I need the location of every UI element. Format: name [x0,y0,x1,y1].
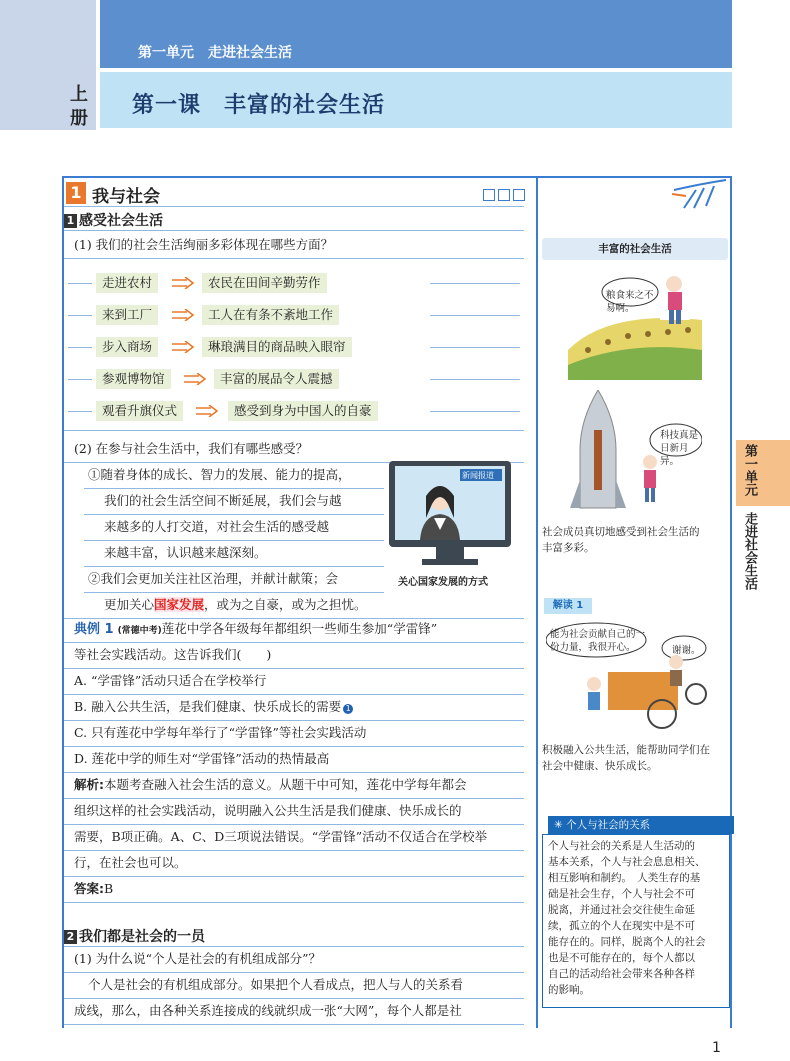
flow-row [64,401,524,423]
caption-line: 社会中健康、快乐成长。 [542,760,658,772]
flow-row [64,337,524,359]
arrow-icon [172,309,194,321]
rule-line [64,1024,524,1025]
answer-label: 答案: [74,881,104,896]
rule-line [64,430,524,431]
speech-bubble: 能为社会贡献自己的一份力量，我很开心。 [550,629,646,653]
rule-line [64,772,524,773]
knowledge-box-text [548,838,728,998]
volume-char-2: 册 [70,108,88,129]
volume-tab [0,0,96,130]
section2-line: 成线，那么，由各种关系连接成的线就织成一张“大网”，每个人都是社 [74,1003,462,1018]
speech-bubble: 粮食来之不易啊。 [606,290,654,314]
knowledge-box-title: ✳ 个人与社会的关系 [548,816,734,834]
answer-line: 来越丰富，认识越来越深刻。 [104,545,267,560]
rule-line [64,972,524,973]
rule-line [64,798,524,799]
flow-left: 参观博物馆 [96,369,171,389]
margin-unit-label: 第一单元 [742,444,757,496]
arrow-icon [196,405,218,417]
subsection1-number: 1 [64,214,77,228]
flow-right: 工人在有条不紊地工作 [202,305,339,325]
arrow-icon [172,277,194,289]
flow-right: 琳琅满目的商品映入眼帘 [202,337,352,357]
analysis-label: 解析: [74,777,104,792]
caption-line: 积极融入公共生活，能帮助同学们在 [542,744,710,756]
answer-line [104,596,367,614]
tv-caption: 关心国家发展的方式 [398,577,488,588]
answer-line: ①随着身体的成长、智力的发展、能力的提高， [88,467,351,482]
example-stem-line1 [74,620,437,640]
rule-line [64,720,524,721]
rule-line [84,592,384,593]
rule-line [64,824,524,825]
side-panel-title: 丰富的社会生活 [542,238,728,260]
tv-label: 新闻报道 [462,471,494,480]
box-line: 基本关系，个人与社会息息相关、 [548,856,706,868]
rule-line [64,946,524,947]
question-1: (1) 我们的社会生活绚丽多彩体现在哪些方面？ [74,237,334,252]
box-line: 的影响。 [548,984,590,996]
box-line: 础是社会生存，个人与社会不可 [548,888,695,900]
analysis-line: 行，在社会也可以。 [74,855,187,870]
analysis-line [74,776,467,794]
progress-checkbox[interactable] [513,189,525,201]
box-line: 个人与社会的关系是人生活动的 [548,840,695,852]
subsection2-heading [64,926,205,946]
subsection1-title: 感受社会生活 [79,213,163,229]
flow-right: 丰富的展品令人震撼 [214,369,339,389]
analysis-line: 需要，B项正确。A、C、D三项说法错误。“学雷锋”活动不仅适合在学校举 [74,829,488,844]
option-b [74,698,353,716]
section1-title: 我与社会 [92,187,160,207]
rule-line [64,902,524,903]
option-c: C. 只有莲花中学每年举行了“学雷锋”等社会实践活动 [74,725,367,740]
question-2: (2) 在参与社会生活中，我们有哪些感受？ [74,441,309,456]
caption-line: 社会成员真切地感受到社会生活的 [542,526,700,538]
page-number: 1 [712,1040,721,1056]
highlight-term: 国家发展 [154,597,205,612]
option-a: A. “学雷锋”活动只适合在学校举行 [74,673,267,688]
interpretation-tag: 解读 1 [544,598,592,614]
analysis-text: 本题考查融入社会生活的意义。从题干中可知，莲花中学每年都会 [104,777,467,792]
answer-value: B [104,881,114,896]
example-stem: 莲花中学各年级每年都组织一些师生参加“学雷锋” [161,621,438,636]
example-label: 典例 1 [74,622,114,637]
rule-line [64,642,524,643]
answer-text: ，或为之自豪，或为之担忧。 [204,597,367,612]
subsection2-title: 我们都是社会的一员 [79,929,205,945]
rule-line [84,540,384,541]
rule-line [84,566,384,567]
rule-line [64,876,524,877]
box-line: 脱离，并通过社会交往使生命延 [548,904,695,916]
section1-number: 1 [66,182,86,204]
example-source: (常德中考) [117,626,162,636]
speech-bubble: 谢谢。 [672,645,701,656]
annotation-marker: 1 [343,704,353,714]
section2-line: 个人是社会的有机组成部分。如果把个人看成点，把人与人的关系看 [88,977,464,992]
rule-line [64,668,524,669]
answer-line: 来越多的人打交道，对社会生活的感受越 [104,519,330,534]
subsection1-heading [64,210,163,230]
progress-checkbox[interactable] [498,189,510,201]
analysis-line: 组织这样的社会实践活动，说明融入公共生活是我们健康、快乐成长的 [74,803,462,818]
rule-line [64,746,524,747]
speech-bubble: 科技真是日新月异。 [660,430,699,467]
arrow-icon [172,341,194,353]
rule-line [64,258,524,259]
flow-row [64,305,524,327]
farm-illustration [568,270,702,380]
rule-line [64,230,524,231]
flow-row [64,273,524,295]
option-b-text: B. 融入公共生活，是我们健康、快乐成长的需要 [74,699,342,714]
rule-line [84,488,384,489]
flow-left: 来到工厂 [96,305,158,325]
rule-line [64,618,524,619]
rule-line [84,514,384,515]
flow-left: 观看升旗仪式 [96,401,183,421]
rule-line [64,850,524,851]
margin-topic-label: 走进社会生活 [742,512,757,590]
side-caption [542,742,730,774]
box-line: 相互影响和制约。 人类生存的基 [548,872,701,884]
checkbox-group [480,186,525,205]
example-stem-line2: 等社会实践活动。这告诉我们( ) [74,647,272,662]
volume-char-1: 上 [70,84,88,105]
unit-label: 第一单元 走进社会生活 [138,45,292,61]
box-line: 也是不可能存在的，每个人都以 [548,952,695,964]
answer-line: ②我们会更加关注社区治理，并献计献策；会 [88,571,339,586]
option-d: D. 莲花中学的师生对“学雷锋”活动的热情最高 [74,751,330,766]
rule-line [64,694,524,695]
box-line: 续，孤立的个人在现实中是不可 [548,920,695,932]
flow-right: 农民在田间辛勤劳作 [202,273,327,293]
flow-left: 步入商场 [96,337,158,357]
box-line: 能存在的。同样，脱离个人的社会 [548,936,706,948]
flow-right: 感受到身为中国人的自豪 [228,401,378,421]
subsection2-number: 2 [64,930,77,944]
rule-line [64,206,524,207]
answer-line: 我们的社会生活空间不断延展，我们会与越 [104,493,342,508]
progress-checkbox[interactable] [483,189,495,201]
flow-left: 走进农村 [96,273,158,293]
caption-line: 丰富多彩。 [542,542,595,554]
flow-row [64,369,524,391]
arrow-icon [184,373,206,385]
decorative-swoosh-icon [670,178,728,210]
lesson-title: 第一课 丰富的社会生活 [132,93,386,118]
section2-question: (1) 为什么说“个人是社会的有机组成部分”？ [74,951,321,966]
box-line: 自己的活动给社会带来各种各样 [548,968,695,980]
rule-line [64,998,524,999]
answer-row [74,880,113,898]
answer-text: 更加关心 [104,597,155,612]
side-caption [542,524,730,556]
